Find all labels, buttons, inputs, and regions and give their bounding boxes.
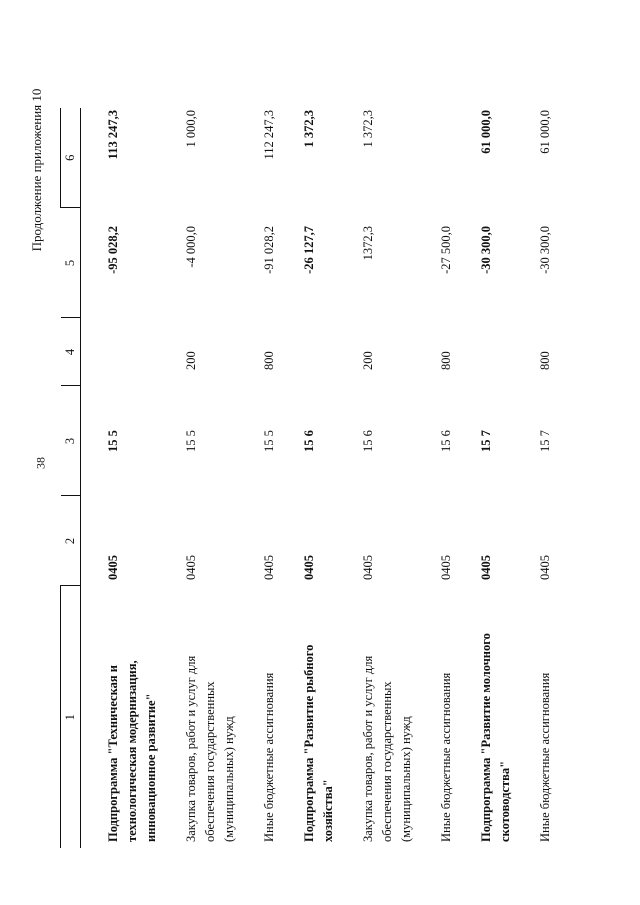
header-col-5: 5: [61, 208, 81, 318]
row-expense-type: [456, 318, 515, 386]
row-program-code: 15 6: [302, 430, 316, 452]
table-header-row: [61, 108, 81, 848]
table-row: [515, 108, 555, 848]
row-section-code: 0405: [302, 555, 316, 580]
budget-table: [60, 108, 555, 848]
row-name: Закупка товаров, работ и услуг для обеспечения государственных (муниципальных) нужд: [184, 655, 236, 842]
table-row: [416, 108, 456, 848]
header-col-4: 4: [61, 318, 81, 386]
table-row: [338, 108, 416, 848]
row-total-amount: 1 000,0: [184, 110, 198, 148]
row-change-amount: -4 000,0: [184, 226, 198, 268]
budget-table-rotated: [60, 108, 575, 848]
row-expense-type: 200: [361, 351, 375, 370]
row-section-code: 0405: [439, 555, 453, 580]
row-section-code: 0405: [538, 555, 552, 580]
continuation-caption: Продолжение приложения 10: [29, 88, 44, 252]
row-section-code: 0405: [184, 555, 198, 580]
row-name: Подпрограмма "Развитие молочного скотоводства": [479, 633, 512, 842]
row-expense-type: [81, 318, 162, 386]
page-number: 38: [33, 457, 48, 469]
row-name: Подпрограмма "Развитие рыбного хозяйства": [302, 644, 335, 842]
row-section-code: 0405: [361, 555, 375, 580]
row-program-code: 15 5: [106, 430, 120, 452]
row-section-code: 0405: [479, 555, 493, 580]
header-col-1: 1: [61, 586, 81, 848]
table-row: [456, 108, 515, 848]
row-total-amount: 112 247,3: [262, 110, 276, 160]
row-expense-type: 800: [262, 351, 276, 370]
table-row: [161, 108, 239, 848]
row-total-amount: [416, 108, 456, 208]
row-total-amount: 113 247,3: [106, 110, 120, 160]
row-total-amount: 1 372,3: [302, 110, 316, 148]
row-change-amount: -27 500,0: [439, 226, 453, 274]
row-section-code: 0405: [262, 555, 276, 580]
row-expense-type: 800: [538, 351, 552, 370]
header-col-2: 2: [61, 496, 81, 586]
row-name: Подпрограмма "Техническая и технологическая модернизация, инновационное развитие": [106, 660, 158, 842]
row-section-code: 0405: [106, 555, 120, 580]
row-program-code: 15 7: [538, 430, 552, 452]
row-total-amount: 61 000,0: [538, 110, 552, 154]
row-change-amount: -26 127,7: [302, 226, 316, 274]
row-program-code: 15 6: [361, 430, 375, 452]
row-expense-type: 200: [184, 351, 198, 370]
row-expense-type: 800: [439, 351, 453, 370]
row-program-code: 15 5: [184, 430, 198, 452]
row-change-amount: -30 300,0: [479, 226, 493, 274]
header-col-6: 6: [61, 108, 81, 208]
row-name: Иные бюджетные ассигнования: [439, 672, 453, 842]
row-program-code: 15 6: [439, 430, 453, 452]
table-row: [81, 108, 162, 848]
table-row: [239, 108, 279, 848]
row-total-amount: 1 372,3: [361, 110, 375, 148]
header-col-3: 3: [61, 386, 81, 496]
row-change-amount: -95 028,2: [106, 226, 120, 274]
row-name: Иные бюджетные ассигнования: [262, 672, 276, 842]
row-change-amount: -30 300,0: [538, 226, 552, 274]
row-total-amount: 61 000,0: [479, 110, 493, 154]
table-row: [279, 108, 338, 848]
row-name: Иные бюджетные ассигнования: [538, 672, 552, 842]
row-program-code: 15 5: [262, 430, 276, 452]
row-change-amount: -91 028,2: [262, 226, 276, 274]
row-expense-type: [279, 318, 338, 386]
row-program-code: 15 7: [479, 430, 493, 452]
row-change-amount: 1372,3: [361, 226, 375, 261]
row-name: Закупка товаров, работ и услуг для обеспечения государственных (муниципальных) нужд: [361, 655, 413, 842]
